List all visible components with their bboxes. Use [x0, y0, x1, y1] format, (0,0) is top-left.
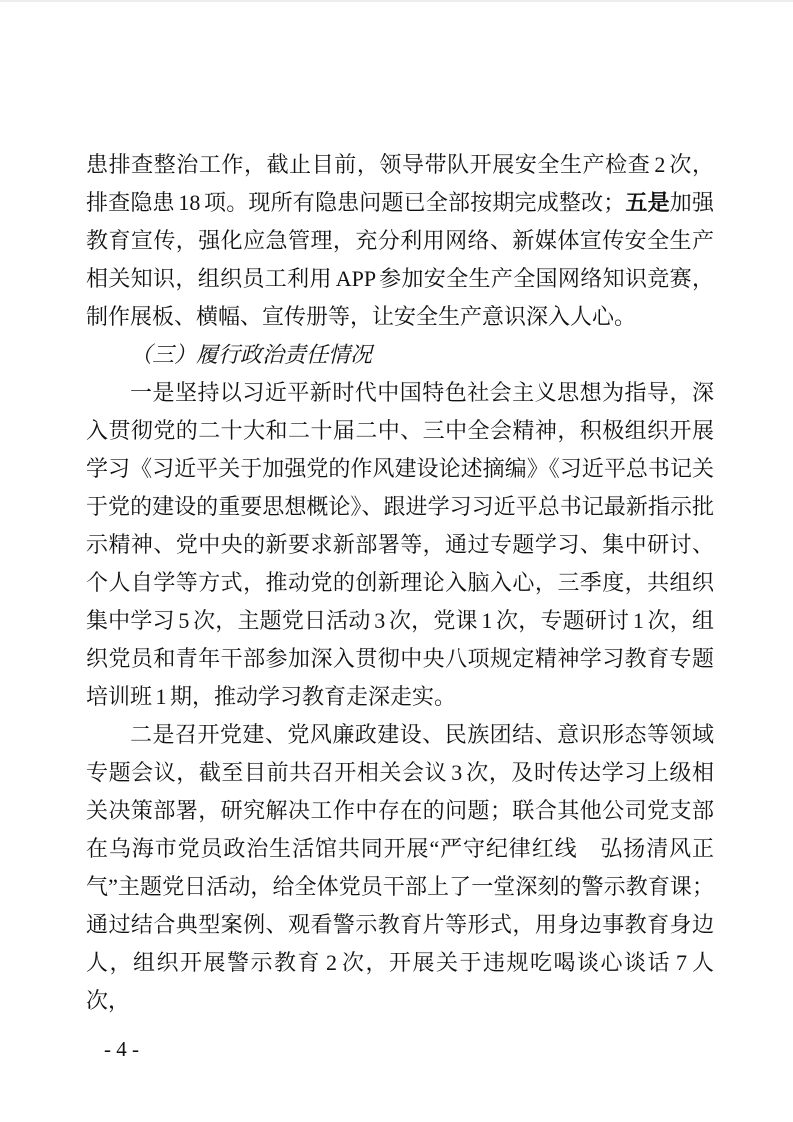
text-run: （三）履行政治责任情况 [130, 342, 373, 367]
paragraph-theory-study [86, 374, 714, 716]
document-body [86, 146, 714, 1020]
text-run: 一是坚持以习近平新时代中国特色社会主义思想为指导，深入贯彻党的二十大和二十届二中、三中全会精神，积极组织开展学习《习近平关于加强党的作风建设论述摘编》《习近平总书记关于党的建设的重要思想概论》、跟进学习习近平总书记最新指示批示精神、党中央的新要求新部署等，通过专题学习、集中研讨、个人自学等方式，推动党的创新理论入脑入心，三季度，共组织集中学习 5 次，主题党日活动 3 次，党课 1 次，专题研讨 1 次，组织党员和青年干部参加深入贯彻中央八项规定精神学习教育专题培训班 1 期，推动学习教育走深走实。 [86, 380, 714, 709]
text-run: 二是召开党建、党风廉政建设、民族团结、意识形态等领域专题会议，截至目前共召开相关会议 3 次，及时传达学习上级相关决策部署，研究解决工作中存在的问题；联合其他公司党支部在乌海市党员政治生活馆共同开展“严守纪律红线 弘扬清风正气”主题党日活动，给全体党员干部上了一堂深刻的警示教育课；通过结合典型案例、观看警示教育片等形式，用身边事教育身边人，组织开展警示教育 2 次，开展关于违规吃喝谈心谈话 7 人次， [86, 722, 714, 1013]
page-number: - 4 - [104, 1037, 139, 1061]
paragraph-party-meetings [86, 716, 714, 1020]
text-run: 患排查整治工作，截止目前，领导带队开展安全生产检查 2 次，排查隐患 18 项。现所有隐患问题已全部按期完成整改； [86, 152, 714, 215]
text-run-bold: 五是 [625, 190, 670, 215]
paragraph-safety-education [86, 146, 714, 336]
text-run: 加强教育宣传，强化应急管理，充分利用网络、新媒体宣传安全生产相关知识，组织员工利用 APP 参加安全生产全国网络知识竞赛，制作展板、横幅、宣传册等，让安全生产意识深入人心。 [86, 190, 714, 329]
heading-political-responsibility [86, 336, 714, 374]
